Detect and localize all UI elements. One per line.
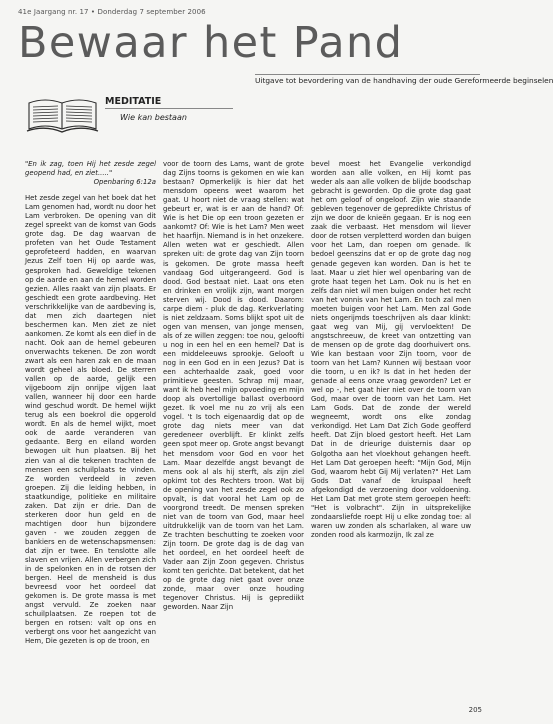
section-title: MEDITATIE xyxy=(105,96,162,107)
scripture-reference: Openbaring 6:12a xyxy=(93,178,156,187)
page-number: 205 xyxy=(468,706,482,714)
article-column-3 xyxy=(311,160,471,540)
subtitle-rule xyxy=(255,74,480,75)
open-book-icon xyxy=(25,91,100,135)
article-column-2 xyxy=(163,160,304,612)
scripture-quote: "En ik zag, toen Hij het zesde zegel geopend had, en ziet....." xyxy=(25,160,156,178)
column-2-text: voor de toorn des Lams, want de grote dag Zijns toorns is gekomen en wie kan bestaan? Opmerkelijk is hier dat het mensdom opeens weet waarom het gaat. U hoort niet de vraag stellen: wat gebeurt er, wat is er aan de hand? Of: Wie is het Die op een troon gezeten er aankomt? Of: Wie is het Lam? Men weet het haarfijn. Niemand is in het onzekere. Allen weten wat er geschiedt. Allen spreken uit: de grote dag van Zijn toorn is gekomen. De grote massa heeft vandaag God uitgerangeerd. God is dood. God bestaat niet. Laat ons eten en drinken en vrolijk zijn, want morgen sterven wij. Dood is dood. Daarom: carpe diem - pluk de dag. Kerkverlating is niet zeldzaam. Soms blijkt spot uit de ogen van mensen, van jonge mensen, als of ze willen zeggen: toe nou, geloofti u nog in een hel en een hemel? Dat is een middeleeuws sprookje. Gelooft u nog in een God en in een Jezus? Dat is een achterhaalde zaak, goed voor primitieve geesten. Schrap mij maar, want ik heb heel mijn opvoeding en mijn doop als overtollige ballast overboord gezet. Ik voel me nu zo vrij als een vogel. 't Is toch eigenaardig dat op de grote dag niets meer van dat geredeneer overblijft. Er klinkt zelfs geen spot meer op. Grote angst bevangt het mensdom voor God en voor het Lam. Maar dezelfde angst bevangt de mens ook al als hij sterft, als zijn ziel opkimt tot des Rechters troon. Wat bij de opening van het zesde zegel ook zo opvalt, is dat vooral het Lam op de voorgrond treedt. De mensen spreken niet van de toorn van God, maar heel uitdrukkelijk van de toorn van het Lam. Ze trachten beschutting te zoeken voor Zijn toorn. De grote dag is de dag van het oordeel, en het oordeel heeft de Vader aan Zijn Zoon gegeven. Christus komt ten gerichte. Dat betekent, dat het op de grote dag niet gaat over onze zonde, maar over onze houding tegenover Christus. Hij is geprediikt geworden. Naar Zijn xyxy=(163,160,304,612)
masthead-subtitle: Uitgave tot bevordering van de handhaving der oude Gereformeerde beginselen xyxy=(255,76,553,85)
issue-info: 41e Jaargang nr. 17 • Donderdag 7 september 2006 xyxy=(18,8,206,16)
section-rule xyxy=(105,108,233,109)
column-3-text: bevel moest het Evangelie verkondigd worden aan alle volken, en Hij komt pas weder als aan alle volken de blijde boodschap gebracht is geworden. Op die grote dag gaat het om geloof of ongeloof. Zijn wie staande gebleven tegenover de gepredikte Christus of zijn we door de knieën gegaan. Er is nog een zaak die verbaast. Het mensdom wil liever door de rotsen verpletterd worden dan buigen voor het Lam, dan roepen om genade. Ik bedoel geenszins dat er op de grote dag nog genade gegeven kan worden. Dan is het te laat. Maar u ziet hier wel openbaring van de grote haat tegen het Lam. Ook nu is het en zelfs dan niet wil men buigen onder het recht van het vonnis van het Lam. En toch zal men moeten buigen voor het Lam. Men zal Gode niets ongerijmds toeschrijven als daar klinkt: gaat weg van Mij, gij vervloekten! De angstschreeuw, de kreet van ontzetting van de mensen op de grote dag doorhuivert ons. Wie kan bestaan voor Zijn toorn, voor de toorn van het Lam? Kunnen wij bestaan voor die toorn, u en ik? Is dat in het heden der genade al eens onze vraag geworden? Let er wel op -, het gaat hier niet over de toorn van God, maar over de toorn van het Lam. Het Lam Gods. Dat de zonde der wereld wegneemt, wordt ons elke zondag verkondigd. Het Lam Dat Zich Gode geofferd heeft. Dat Zijn bloed gestort heeft. Het Lam Dat in de drieurige duisternis daar op Golgotha aan het vloekhout gehangen heeft. Het Lam Dat geroepen heeft: "Mijn God, Mijn God, waarom hebt Gij Mij verlaten?" Het Lam Gods Dat vanaf de kruispaal heeft afgekondigd de verzoening door voldoening. Het Lam Dat met grote stem geroepen heeft: "Het is volbracht". Zijn in uitsprekelijke zondaarsliefde roept Hij u elke zondag toe: al waren uw zonden als scharlaken, al ware uw zonden rood als karmozijn, Ik zal ze xyxy=(311,160,471,539)
article-column-1 xyxy=(25,160,156,646)
masthead-title: Bewaar het Pand xyxy=(18,18,404,68)
column-1-text: Het zesde zegel van het boek dat het Lam genomen had, wordt nu door het Lam verbroken. De opening van dit zegel spreekt van de komst van Gods grote dag. De dag waarvan de profeten van het Oude Testament geprofeteerd hadden, en waarvan Jezus Zelf toen Hij op aarde was, gesproken had. Geweldige tekenen op de aarde en aan de hemel worden gezien. Alles raakt van zijn plaats. Er geschiedt een grote aardbeving. Het verschrikkelijke van de aardbeving is, dat men zich daartegen niet beschermen kan. Men ziet ze niet aankomen. Ze komt als een dief in de nacht. Ook aan de hemel gebeuren onverwachts tekenen. De zon wordt zwart als een haren zak en de maan wordt geheel als bloed. De sterren vallen op de aarde, gelijk een vijgeboom zijn onrijpe vijgen laat vallen, wanneer hij door een harde wind geschud wordt. De hemel wijkt terug als een boekrol die opgerold wordt. En als de hemel wijkt, moet ook de aarde veranderen van gedaante. Berg en eiland worden bewogen uit hun plaatsen. Bij het zien van al die tekenen trachten de mensen een schuilplaats te vinden. Ze worden verdeeld in zeven groepen. Zij die leiding hebben, in staatkundige, politieke en militaire zaken. Dat zijn er drie. Dan de sterkeren door hun geld en de machtigen door hun bijzondere gaven - we zouden zeggen de bankiers en de wetenschapsmensen: dat zijn er twee. En tenslotte alle slaven en vrijen. Allen verbergen zich in de spelonken en in de rotsen der bergen. Heel de mensheid is dus bevreesd voor het oordeel dat gekomen is. De grote massa is met angst vervuld. Ze zoeken naar schuilplaatsen. Ze roepen tot de bergen en rotsen: valt op ons en verbergt ons voor het aangezicht van Hem, Die gezeten is op de troon, en xyxy=(25,194,156,646)
section-subtitle: Wie kan bestaan xyxy=(120,113,187,122)
